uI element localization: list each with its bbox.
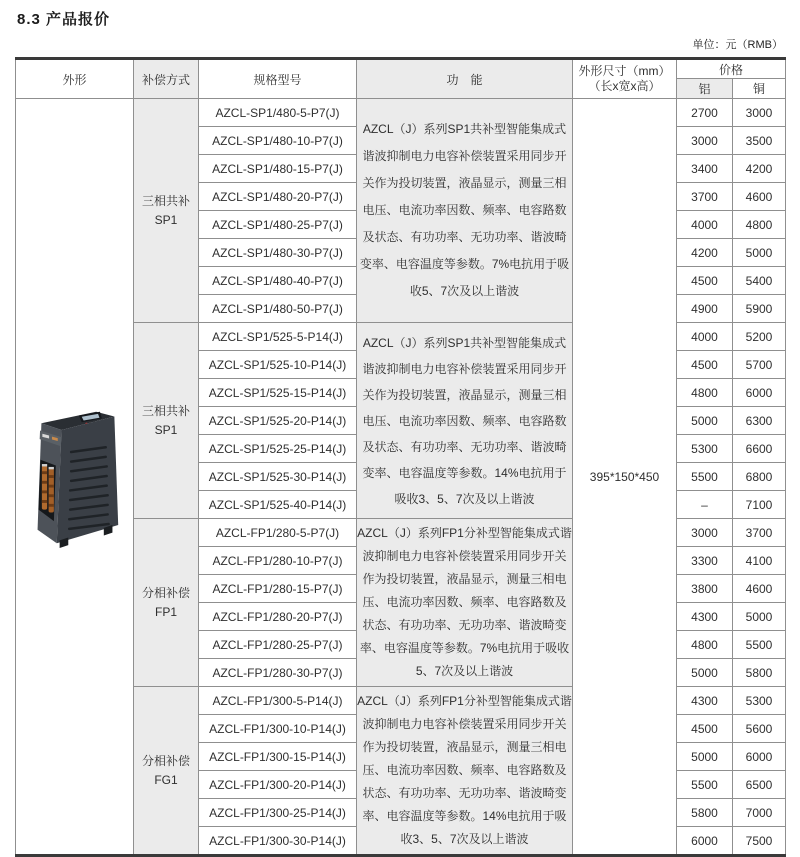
- price-copper-cell: 5800: [733, 659, 786, 687]
- quote-table-body: [16, 99, 786, 856]
- model-cell: AZCL-FP1/300-30-P14(J): [199, 827, 357, 856]
- compensation-cell: [134, 519, 199, 687]
- price-aluminum-cell: 4300: [677, 687, 733, 715]
- model-cell: AZCL-FP1/300-15-P14(J): [199, 743, 357, 771]
- price-copper-cell: 6000: [733, 379, 786, 407]
- compensation-cell: [134, 687, 199, 856]
- price-aluminum-cell: 5500: [677, 463, 733, 491]
- header-compensation: 补偿方式: [134, 59, 199, 99]
- model-cell: AZCL-SP1/525-40-P14(J): [199, 491, 357, 519]
- price-aluminum-cell: 4200: [677, 239, 733, 267]
- model-cell: AZCL-SP1/480-5-P7(J): [199, 99, 357, 127]
- header-model: 规格型号: [199, 59, 357, 99]
- function-cell: AZCL（J）系列SP1共补型智能集成式谐波抑制电力电容补偿装置采用同步开关作为投切装置，液晶显示，测量三相电压、电流功率因数、频率、电容路数及状态、有功功率、无功功率、谐波畸变率、电容温度等参数。14%电抗用于吸收3、5、7次及以上谐波: [357, 323, 573, 519]
- model-cell: AZCL-SP1/525-20-P14(J): [199, 407, 357, 435]
- model-cell: AZCL-FP1/280-25-P7(J): [199, 631, 357, 659]
- model-cell: AZCL-SP1/480-10-P7(J): [199, 127, 357, 155]
- model-cell: AZCL-SP1/525-25-P14(J): [199, 435, 357, 463]
- price-aluminum-cell: 4000: [677, 211, 733, 239]
- price-copper-cell: 4600: [733, 575, 786, 603]
- model-cell: AZCL-SP1/480-30-P7(J): [199, 239, 357, 267]
- price-aluminum-cell: 2700: [677, 99, 733, 127]
- price-copper-cell: 4200: [733, 155, 786, 183]
- price-copper-cell: 6800: [733, 463, 786, 491]
- price-copper-cell: 5300: [733, 687, 786, 715]
- header-aluminum: 铝: [677, 79, 733, 99]
- price-aluminum-cell: 4500: [677, 267, 733, 295]
- model-cell: AZCL-FP1/300-10-P14(J): [199, 715, 357, 743]
- price-copper-cell: 3500: [733, 127, 786, 155]
- compensation-name: 分相补偿: [141, 585, 190, 600]
- price-copper-cell: 5000: [733, 603, 786, 631]
- model-cell: AZCL-FP1/300-25-P14(J): [199, 799, 357, 827]
- price-aluminum-cell: 3400: [677, 155, 733, 183]
- header-dimensions: [573, 59, 677, 99]
- model-cell: AZCL-FP1/280-5-P7(J): [199, 519, 357, 547]
- price-copper-cell: 5400: [733, 267, 786, 295]
- price-aluminum-cell: 4000: [677, 323, 733, 351]
- model-cell: AZCL-SP1/480-25-P7(J): [199, 211, 357, 239]
- price-aluminum-cell: 3000: [677, 519, 733, 547]
- product-quote-table: [15, 57, 786, 857]
- model-cell: AZCL-SP1/525-15-P14(J): [199, 379, 357, 407]
- price-copper-cell: 5600: [733, 715, 786, 743]
- price-aluminum-cell: 5300: [677, 435, 733, 463]
- price-copper-cell: 6300: [733, 407, 786, 435]
- price-copper-cell: 3700: [733, 519, 786, 547]
- price-copper-cell: 6600: [733, 435, 786, 463]
- price-aluminum-cell: 4800: [677, 631, 733, 659]
- price-aluminum-cell: 4900: [677, 295, 733, 323]
- model-cell: AZCL-SP1/480-20-P7(J): [199, 183, 357, 211]
- price-copper-cell: 7000: [733, 799, 786, 827]
- price-copper-cell: 4800: [733, 211, 786, 239]
- product-device-image: [16, 402, 133, 552]
- price-copper-cell: 5700: [733, 351, 786, 379]
- price-aluminum-cell: 5000: [677, 659, 733, 687]
- compensation-code: SP1: [154, 212, 178, 227]
- model-cell: AZCL-FP1/280-30-P7(J): [199, 659, 357, 687]
- header-dimensions-line1: 外形尺寸（mm）: [578, 64, 671, 78]
- price-copper-cell: 7100: [733, 491, 786, 519]
- price-aluminum-cell: 3300: [677, 547, 733, 575]
- dimensions-cell: 395*150*450: [573, 99, 677, 856]
- model-cell: AZCL-SP1/480-15-P7(J): [199, 155, 357, 183]
- model-cell: AZCL-SP1/525-10-P14(J): [199, 351, 357, 379]
- price-aluminum-cell: 5500: [677, 771, 733, 799]
- price-aluminum-cell: –: [677, 491, 733, 519]
- model-cell: AZCL-FP1/280-15-P7(J): [199, 575, 357, 603]
- header-dimensions-line2: （长x宽x高）: [588, 79, 661, 93]
- model-cell: AZCL-SP1/525-30-P14(J): [199, 463, 357, 491]
- price-copper-cell: 5000: [733, 239, 786, 267]
- price-aluminum-cell: 6000: [677, 827, 733, 856]
- price-copper-cell: 6000: [733, 743, 786, 771]
- model-cell: AZCL-SP1/480-40-P7(J): [199, 267, 357, 295]
- price-aluminum-cell: 3700: [677, 183, 733, 211]
- price-copper-cell: 4100: [733, 547, 786, 575]
- compensation-cell: [134, 323, 199, 519]
- page-title: 8.3 产品报价: [17, 11, 111, 28]
- price-aluminum-cell: 5000: [677, 743, 733, 771]
- price-aluminum-cell: 3800: [677, 575, 733, 603]
- price-aluminum-cell: 4800: [677, 379, 733, 407]
- header-copper: 铜: [733, 79, 786, 99]
- table-header: [16, 59, 786, 99]
- price-aluminum-cell: 4500: [677, 351, 733, 379]
- compensation-code: FP1: [154, 604, 177, 619]
- price-aluminum-cell: 5800: [677, 799, 733, 827]
- compensation-cell: [134, 99, 199, 323]
- price-copper-cell: 6500: [733, 771, 786, 799]
- model-cell: AZCL-FP1/280-20-P7(J): [199, 603, 357, 631]
- price-aluminum-cell: 4300: [677, 603, 733, 631]
- compensation-name: 分相补偿: [141, 753, 190, 768]
- header-shape: 外形: [16, 59, 134, 99]
- unit-note: 单位：元（RMB）: [692, 39, 783, 51]
- price-copper-cell: 5200: [733, 323, 786, 351]
- price-copper-cell: 4600: [733, 183, 786, 211]
- model-cell: AZCL-SP1/525-5-P14(J): [199, 323, 357, 351]
- model-cell: AZCL-FP1/300-5-P14(J): [199, 687, 357, 715]
- product-image-cell: [16, 99, 134, 856]
- price-copper-cell: 5500: [733, 631, 786, 659]
- capacitor-device-illustration: [27, 402, 123, 552]
- price-aluminum-cell: 4500: [677, 715, 733, 743]
- function-cell: AZCL（J）系列FP1分补型智能集成式谐波抑制电力电容补偿装置采用同步开关作为投切装置，液晶显示，测量三相电压、电流功率因数、频率、电容路数及状态、有功功率、无功功率、谐波畸变率、电容温度等参数。7%电抗用于吸收5、7次及以上谐波: [357, 519, 573, 687]
- compensation-code: SP1: [154, 422, 178, 437]
- model-cell: AZCL-FP1/280-10-P7(J): [199, 547, 357, 575]
- header-price: 价格: [677, 59, 786, 79]
- compensation-code: FG1: [154, 772, 178, 787]
- compensation-name: 三相共补: [141, 403, 190, 418]
- header-function: 功 能: [357, 59, 573, 99]
- compensation-name: 三相共补: [141, 193, 190, 208]
- price-aluminum-cell: 3000: [677, 127, 733, 155]
- price-copper-cell: 7500: [733, 827, 786, 856]
- model-cell: AZCL-SP1/480-50-P7(J): [199, 295, 357, 323]
- model-cell: AZCL-FP1/300-20-P14(J): [199, 771, 357, 799]
- price-copper-cell: 5900: [733, 295, 786, 323]
- table-row: [16, 99, 786, 127]
- function-cell: AZCL（J）系列FP1分补型智能集成式谐波抑制电力电容补偿装置采用同步开关作为投切装置，液晶显示，测量三相电压、电流功率因数、频率、电容路数及状态、有功功率、无功功率、谐波畸变率、电容温度等参数。14%电抗用于吸收3、5、7次及以上谐波: [357, 687, 573, 856]
- function-cell: AZCL（J）系列SP1共补型智能集成式谐波抑制电力电容补偿装置采用同步开关作为投切装置，液晶显示，测量三相电压、电流功率因数、频率、电容路数及状态、有功功率、无功功率、谐波畸变率、电容温度等参数。7%电抗用于吸收5、7次及以上谐波: [357, 99, 573, 323]
- price-copper-cell: 3000: [733, 99, 786, 127]
- price-aluminum-cell: 5000: [677, 407, 733, 435]
